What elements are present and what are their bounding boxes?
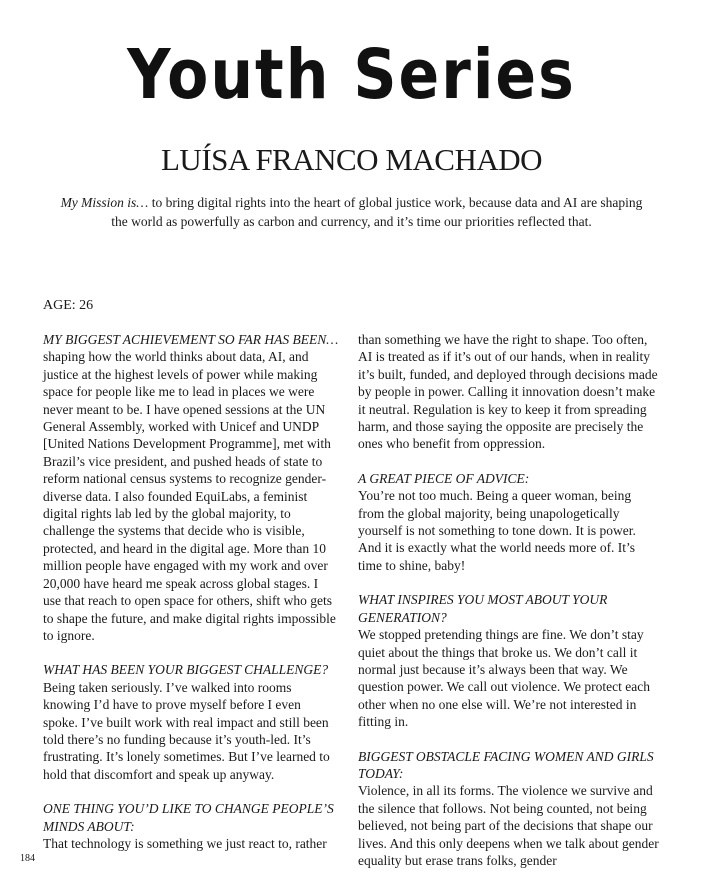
profile-name: LUÍSA FRANCO MACHADO bbox=[161, 142, 542, 177]
series-title: Youth Series bbox=[127, 34, 576, 116]
mission-text: to bring digital rights into the heart of global justice work, because data and AI are shaping the world as powerfully as carbon and currency, and it’s time our priorities reflected that. bbox=[111, 195, 643, 229]
qa-block-challenge bbox=[43, 661, 339, 783]
question-text: ONE THING YOU’D LIKE TO CHANGE PEOPLE’S MINDS ABOUT: bbox=[43, 801, 334, 834]
qa-block-achievement bbox=[43, 331, 339, 644]
qa-block-inspires bbox=[358, 591, 660, 730]
qa-block-continued bbox=[358, 331, 660, 453]
qa-block-obstacle bbox=[358, 748, 660, 870]
answer-text: shaping how the world thinks about data, AI, and justice at the highest levels of power while making space for people like me to lead in places we were never meant to be. I have opened sessions at the UN General Assembly, worked with Unicef and UNDP [United Nations Development Programme], met with Brazil’s vice president, and pushed heads of state to reform national census systems to recognize gender-diverse data. I also founded EquiLabs, a feminist digital rights lab led by the global majority, to challenge the systems that decide who is visible, protected, and heard in the digital age. More than 10 million people have engaged with my work and over 20,000 have heard me speak across global stages. I use that reach to open space for others, shift who gets to shape the future, and make digital rights impossible to ignore. bbox=[43, 349, 336, 643]
answer-text: That technology is something we just react to, rather bbox=[43, 835, 327, 851]
answer-text: Being taken seriously. I’ve walked into rooms knowing I’d have to prove myself before I even spoke. I’ve built work with real impact and still been told there’s no funding because it’s youth-led. It’s frustrating. It’s lonely sometimes. But I’ve learned to hold that discomfort and speak up anyway. bbox=[43, 679, 330, 782]
mission-statement bbox=[60, 193, 643, 231]
question-text: A GREAT PIECE OF ADVICE: bbox=[358, 470, 530, 486]
question-text: WHAT HAS BEEN YOUR BIGGEST CHALLENGE? bbox=[43, 662, 329, 678]
qa-block-change-minds bbox=[43, 800, 339, 852]
left-column bbox=[43, 331, 339, 869]
answer-text: You’re not too much. Being a queer woman, being from the global majority, being unapologetically yourself is not something to tone down. It is power. And it is exactly what the world needs more of. It’s time to shine, baby! bbox=[358, 488, 636, 573]
age-label: AGE: 26 bbox=[43, 298, 94, 313]
mission-lead: My Mission is… bbox=[60, 195, 149, 210]
answer-text: We stopped pretending things are fine. We don’t stay quiet about the things that broke us. We don’t call it normal just because it’s always been that way. We question power. We call out violence. We protect each other when no one else will. We’re not interested in fitting in. bbox=[358, 627, 650, 730]
answer-text: Violence, in all its forms. The violence we survive and the silence that follows. Not being counted, not being believed, not being part of the decisions that shape our lives. And this only deepens when we talk about gender equality but erase trans folks, gender bbox=[358, 783, 659, 868]
page-number: 184 bbox=[20, 853, 35, 864]
qa-block-advice bbox=[358, 470, 660, 574]
question-text: BIGGEST OBSTACLE FACING WOMEN AND GIRLS TODAY: bbox=[358, 748, 654, 781]
right-column bbox=[358, 331, 660, 886]
question-text: WHAT INSPIRES YOU MOST ABOUT YOUR GENERATION? bbox=[358, 592, 608, 625]
answer-text: than something we have the right to shape. Too often, AI is treated as if it’s out of our hands, when in reality it’s built, funded, and deployed through decisions made by people in power. Calling it innovation doesn’t make it neutral. Regulation is key to keep it from spreading harm, and those saying the opposite are precisely the ones who benefit from oppression. bbox=[358, 332, 658, 452]
question-text: MY BIGGEST ACHIEVEMENT SO FAR HAS BEEN… bbox=[43, 332, 339, 347]
